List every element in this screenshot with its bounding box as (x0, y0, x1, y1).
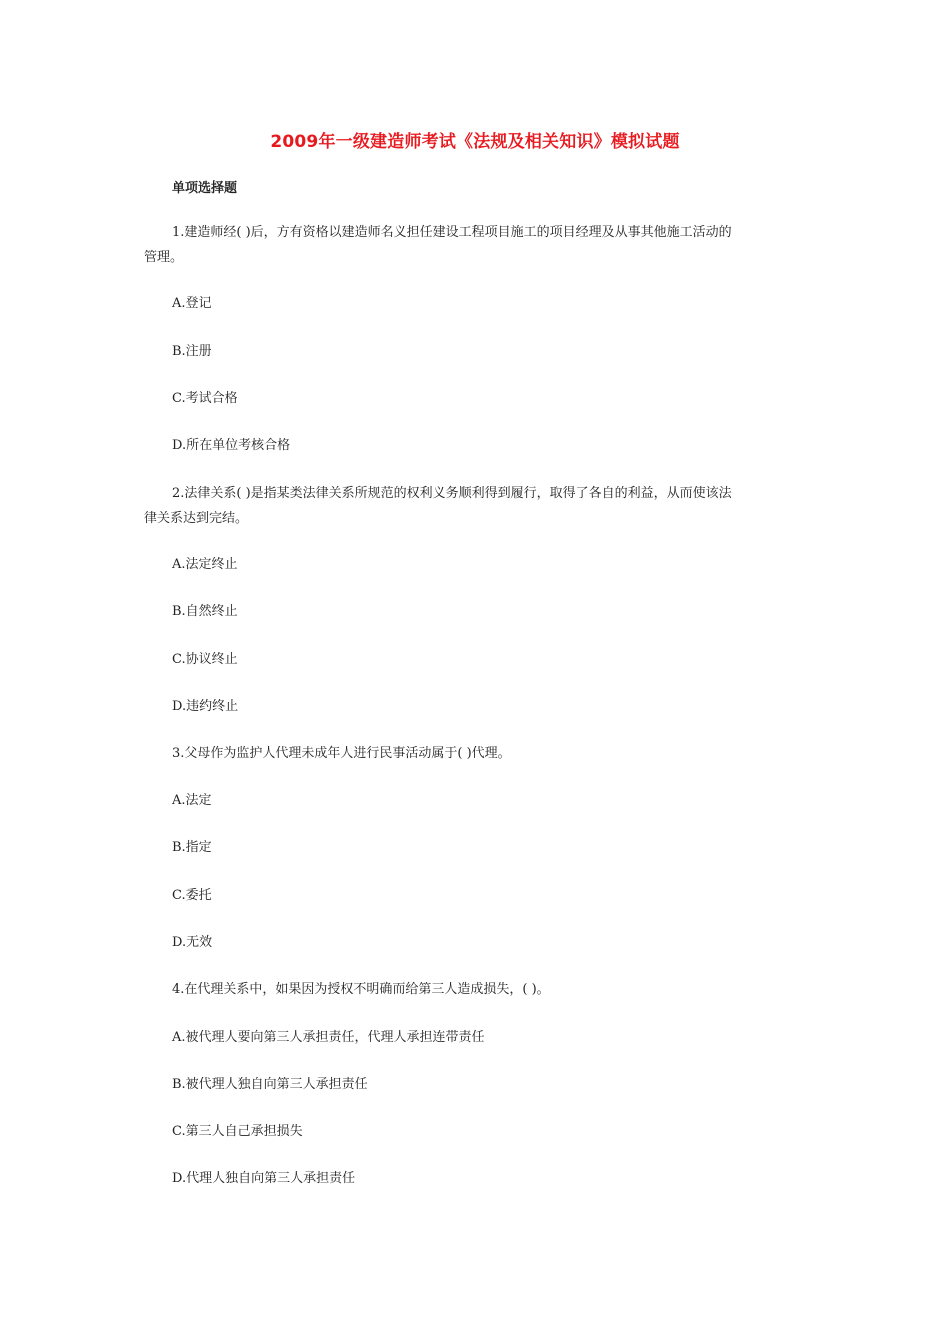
question-2-option-b: B.自然终止 (172, 604, 238, 619)
question-4-text: 4.在代理关系中，如果因为授权不明确而给第三人造成损失，( )。 (172, 982, 550, 997)
question-1-text: 1.建造师经( )后，方有资格以建造师名义担任建设工程项目施工的项目经理及从事其他施工活动的 (172, 225, 732, 240)
question-2-text-cont: 律关系达到完结。 (144, 511, 249, 526)
question-1-option-a: A.登记 (172, 296, 212, 311)
question-3-text: 3.父母作为监护人代理未成年人进行民事活动属于( )代理。 (172, 746, 511, 761)
question-3-option-c: C.委托 (172, 888, 212, 903)
question-2-option-d: D.违约终止 (172, 699, 239, 714)
question-1-option-b: B.注册 (172, 344, 212, 359)
question-1-option-c: C.考试合格 (172, 391, 238, 406)
question-2-text: 2.法律关系( )是指某类法律关系所规范的权利义务顺利得到履行，取得了各自的利益，从而使该法 (172, 486, 732, 501)
document-title: 2009年一级建造师考试《法规及相关知识》模拟试题 (270, 132, 680, 152)
question-3-option-a: A.法定 (172, 793, 212, 808)
question-2-option-c: C.协议终止 (172, 652, 238, 667)
question-4-option-a: A.被代理人要向第三人承担责任，代理人承担连带责任 (172, 1030, 485, 1045)
question-4-option-c: C.第三人自己承担损失 (172, 1124, 303, 1139)
question-3-option-d: D.无效 (172, 935, 213, 950)
question-2-option-a: A.法定终止 (172, 557, 238, 572)
question-3-option-b: B.指定 (172, 840, 212, 855)
question-4-option-b: B.被代理人独自向第三人承担责任 (172, 1077, 368, 1092)
question-4-option-d: D.代理人独自向第三人承担责任 (172, 1171, 356, 1186)
question-1-option-d: D.所在单位考核合格 (172, 438, 291, 453)
question-1-text-cont: 管理。 (144, 250, 184, 265)
section-heading: 单项选择题 (172, 181, 238, 196)
